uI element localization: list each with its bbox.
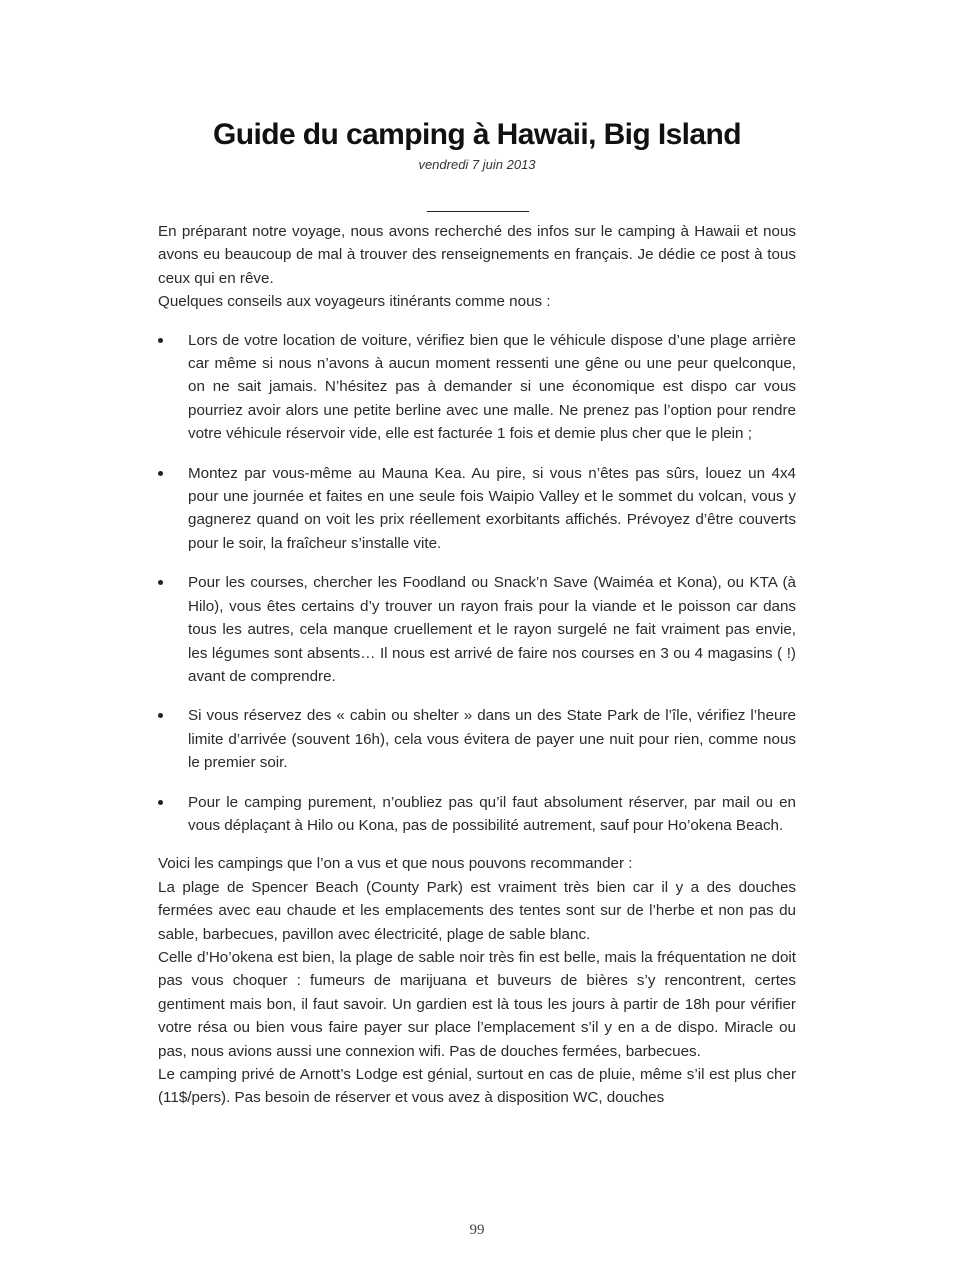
- bullet-icon: [158, 713, 163, 718]
- tip-text: Montez par vous-même au Mauna Kea. Au pire, si vous n’êtes pas sûrs, louez un 4x4 pour une journée et faites en une seule fois Waipio Valley et le sommet du volcan, vous y gagnerez quand on voit les prix réellement exorbitants affichés. Prévoyez d’être couverts pour le soir, la fraîcheur s’installe vite.: [188, 464, 796, 552]
- list-item: [158, 791, 796, 838]
- tip-text: Lors de votre location de voiture, vérifiez bien que le véhicule dispose d’une plage arrière car même si nous n’avons à aucun moment ressenti une gêne ou une peur quelconque, on ne sait jamais. N’hésitez pas à demander si une économique est dispo car vous pourriez avoir alors une petite berline avec une malle. Ne prenez pas l’option pour rendre votre véhicule réservoir vide, elle est facturée 1 fois et demie plus cher que le plein ;: [188, 331, 796, 443]
- list-item: [158, 329, 796, 446]
- bullet-icon: [158, 580, 163, 585]
- tip-text: Pour les courses, chercher les Foodland ou Snack’n Save (Waiméa et Kona), ou KTA (à Hilo), vous êtes certains d’y trouver un rayon frais pour la viande et le poisson car dans tous les autres, cela manque cruellement et le rayon surgelé ne fait vraiment pas envie, les légumes sont absents… Il nous est arrivé de faire nos courses en 3 ou 4 magasins ( !) avant de comprendre.: [188, 574, 796, 685]
- bullet-icon: [158, 800, 163, 805]
- camping-paragraph: La plage de Spencer Beach (County Park) est vraiment très bien car il y a des douches fermées avec eau chaude et les emplacements des tentes sont sur de l’herbe et non pas du sable, barbecues, pavillon avec électricité, plage de sable blanc.: [158, 878, 796, 943]
- post-date: vendredi 7 juin 2013: [418, 157, 536, 172]
- tip-text: Si vous réservez des « cabin ou shelter » dans un des State Park de l’île, vérifiez l’heure limite d’arrivée (souvent 16h), cela vous évitera de payer une nuit pour rien, comme nous le premier soir.: [188, 707, 796, 772]
- article-body: [158, 220, 796, 1110]
- list-item: [158, 462, 796, 556]
- camping-paragraph: Le camping privé de Arnott’s Lodge est génial, surtout en cas de pluie, même s’il est plus cher (11$/pers). Pas besoin de réserver et vous avez à disposition WC, douches: [158, 1066, 796, 1107]
- intro-paragraph: Quelques conseils aux voyageurs itinérants comme nous :: [158, 293, 551, 311]
- list-item: [158, 571, 796, 688]
- list-item: [158, 704, 796, 774]
- page-number: 99: [469, 1222, 485, 1238]
- campings-intro: Voici les campings que l’on a vus et que nous pouvons recommander :: [158, 855, 633, 873]
- intro-paragraph: En préparant notre voyage, nous avons recherché des infos sur le camping à Hawaii et nous avons eu beaucoup de mal à trouver des renseignements en français. Je dédie ce post à tous ceux qui en rêve.: [158, 223, 796, 287]
- camping-paragraph: Celle d’Ho’okena est bien, la plage de sable noir très fin est belle, mais la fréquentation ne doit pas vous choquer : fumeurs de marijuana et buveurs de bières s’y rencontrent, certes gentiment mais bon, il faut savoir. Un gardien est là tous les jours à partir de 18h pour vérifier votre résa ou bien vous faire payer sur place l’emplacement s’il y en a de dispo. Miracle ou pas, nous avions aussi une connexion wifi. Pas de douches fermées, barbecues.: [158, 948, 796, 1060]
- page-title: Guide du camping à Hawaii, Big Island: [213, 118, 741, 151]
- tip-text: Pour le camping purement, n’oubliez pas qu’il faut absolument réserver, par mail ou en vous déplaçant à Hilo ou Kona, pas de possibilité autrement, sauf pour Ho’okena Beach.: [188, 793, 796, 834]
- bullet-icon: [158, 471, 163, 476]
- tips-list: [158, 329, 796, 838]
- bullet-icon: [158, 338, 163, 343]
- title-divider: [427, 211, 529, 212]
